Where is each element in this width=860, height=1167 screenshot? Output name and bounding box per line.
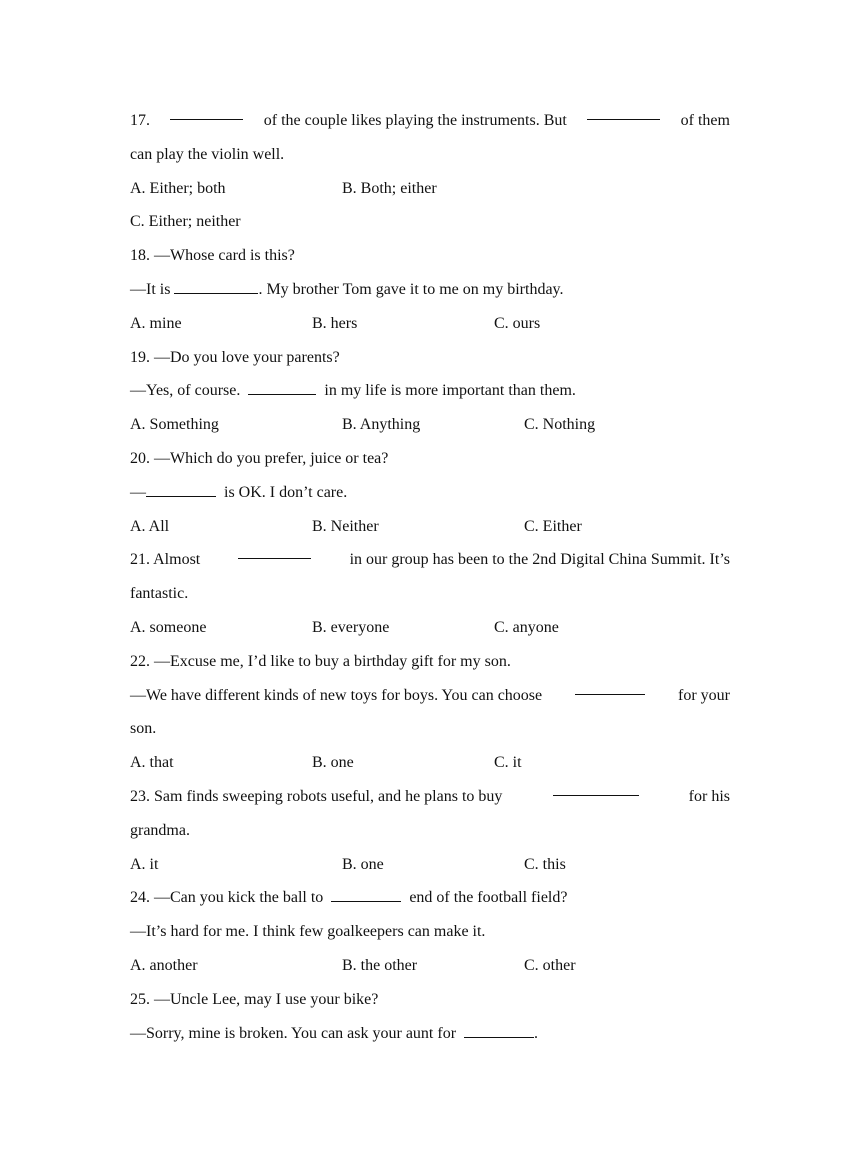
q21-option-c: C. anyone [494,618,559,636]
q19-stem-line-1 [130,340,730,374]
q18-answer-start: —It is [130,280,171,298]
q17-option-a: A. Either; both [130,179,226,197]
q18-stem-line-2 [130,272,730,306]
q20-stem-line-2 [130,475,730,509]
q19-answer-start: —Yes, of course. [130,382,241,400]
q19-options [130,407,730,441]
q17-options-row-2 [130,204,730,238]
q18-option-a: A. mine [130,314,182,332]
q22-blank [575,678,645,695]
q19-option-c: C. Nothing [524,416,596,434]
q19-question: 19. —Do you love your parents? [130,348,340,366]
q24-question-end: end of the football field? [409,889,568,907]
q21-blank [238,542,311,559]
q25-answer-end: . [534,1024,539,1042]
q23-stem-line-1 [130,779,730,813]
q21-stem-start: 21. Almost [130,551,201,569]
q17-option-c: C. Either; neither [130,213,241,231]
q24-option-c: C. other [524,956,576,974]
q20-option-c: C. Either [524,517,582,535]
q17-blank-1 [170,103,243,120]
q22-options [130,745,730,779]
q20-options [130,509,730,543]
q19-option-b: B. Anything [342,416,421,434]
q25-stem-line-1 [130,982,730,1016]
q17-stem-line-1 [130,103,730,137]
q22-question: 22. —Excuse me, I’d like to buy a birthday gift for my son. [130,652,511,670]
q24-stem-line-1 [130,880,730,914]
q18-question: 18. —Whose card is this? [130,247,295,265]
q19-answer-end: in my life is more important than them. [324,382,576,400]
q18-options [130,306,730,340]
q18-option-b: B. hers [312,314,358,332]
q21-stem-continued: fantastic. [130,585,189,603]
q17-number: 17. [130,112,150,129]
q18-option-c: C. ours [494,314,541,332]
q17-option-b: B. Both; either [342,179,437,197]
q20-option-a: A. All [130,517,170,535]
q23-option-a: A. it [130,855,159,873]
q20-question: 20. —Which do you prefer, juice or tea? [130,449,389,467]
q21-stem-end: in our group has been to the 2nd Digital China Summit. It’s [349,551,730,569]
q25-blank [464,1021,534,1038]
q19-option-a: A. Something [130,416,219,434]
q23-option-b: B. one [342,855,384,873]
q22-option-c: C. it [494,754,522,772]
q22-stem-line-2 [130,678,730,712]
q24-answer: —It’s hard for me. I think few goalkeepers can make it. [130,923,486,941]
q24-option-a: A. another [130,956,198,974]
q25-question: 25. —Uncle Lee, may I use your bike? [130,990,379,1008]
q17-stem-end: of them [680,112,730,129]
q22-stem-line-3 [130,711,730,745]
q17-stem-continued: can play the violin well. [130,145,285,163]
q23-option-c: C. this [524,855,566,873]
q22-stem-line-1 [130,644,730,678]
q18-blank [174,277,258,294]
exam-page [130,103,730,1049]
q25-answer-start: —Sorry, mine is broken. You can ask your aunt for [130,1024,457,1042]
q20-blank [146,480,216,497]
q22-option-a: A. that [130,754,174,772]
q21-option-a: A. someone [130,618,207,636]
q23-options [130,847,730,881]
q20-option-b: B. Neither [312,517,379,535]
q20-answer-end: is OK. I don’t care. [224,483,348,501]
q21-stem-line-2 [130,576,730,610]
q23-blank [553,779,639,796]
q20-answer-start: — [130,483,146,501]
q21-option-b: B. everyone [312,618,390,636]
q22-answer-start: —We have different kinds of new toys for boys. You can choose [130,686,543,704]
q23-stem-continued: grandma. [130,821,190,839]
q17-stem-line-2 [130,137,730,171]
q17-stem-middle: of the couple likes playing the instruments. But [263,112,567,129]
q23-stem-end: for his [688,787,730,805]
q22-answer-end: for your [678,686,730,704]
q18-answer-end: . My brother Tom gave it to me on my birthday. [258,280,564,298]
q21-stem-line-1 [130,542,730,576]
q24-question-start: 24. —Can you kick the ball to [130,889,324,907]
q25-stem-line-2 [130,1016,730,1050]
q22-stem-continued: son. [130,720,157,738]
q22-option-b: B. one [312,754,354,772]
q17-options-row-1 [130,171,730,205]
q20-stem-line-1 [130,441,730,475]
q19-stem-line-2 [130,373,730,407]
q24-options [130,948,730,982]
q24-blank [331,885,401,902]
q18-stem-line-1 [130,238,730,272]
q19-blank [248,378,316,395]
q24-option-b: B. the other [342,956,418,974]
q23-stem-line-2 [130,813,730,847]
q24-stem-line-2 [130,914,730,948]
q21-options [130,610,730,644]
q17-blank-2 [587,103,660,120]
q23-stem-start: 23. Sam finds sweeping robots useful, and he plans to buy [130,787,503,805]
